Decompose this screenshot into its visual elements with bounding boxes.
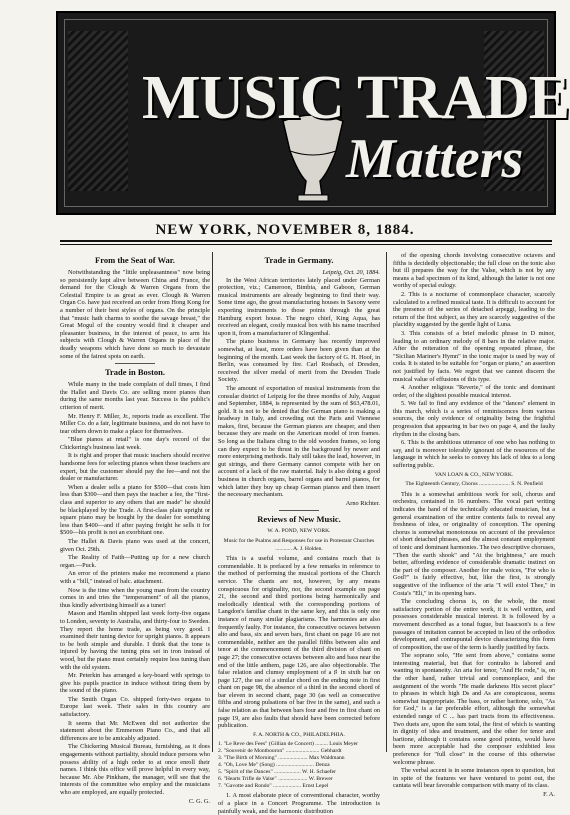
paragraph: The piano business in Germany has recently improved somewhat, at least, more orders have been given than at the beginning of the month. Last week the factory of G. H. Hoof, in Berlin, was consumed by fire. Carl Rosbach, of Dresden, received the silver medal of merit from the Dresden Trade Society. [218,338,380,384]
paragraph: This is a useful volume, and contains much that is commendable. It is prefaced by a few remarks in reference to the method of performing the musical portions of the Church service. The chants are not, however, by any means conspicuous for originality, nor, the second example on page 21, the second and third portions being harmonically and melodically identical with the corresponding portions of Langdon's familiar chant in the same key, and this is only one instance of many similar plagiarisms. The harmonies are also frequently faulty. For instance, the consecutive octaves between alto and bass, six and seven bars, first chant on page 16 are not commendable, neither are the parallel fifths between alto and tenor at the commencement of the third division of chant on page 27; the consecutive octaves between alto and bass near the end of the little anthem, page 126, are also objectionable. The false relation and clumsy employment of a ♯ in sixth bar on page 127, the use of a similar chord on the ending note in first chant on page 98, the absence of a third in the second chord of bar eleven in second chant, page 30 (as well as consecutive fifths and strong pulsations of bar five in the same), and such a false relation as that between bars four and five in first chant on page 19, are also faults that should have been corrected before publication. [218,555,380,730]
paragraph: 3. This consists of a brief melodic phrase in D minor, leading to an ordinary melody of 8 bars in the relative major. After the reiteration of the opening repeated phrase, the "Sicilian Mariner's Hymn" in the tonic major is used by way of coda. It is stated to be suitable for "organ or piano," an assertion not justified by facts. We regret that we cannot discern the musical value of effusions of this type. [393,329,555,383]
list-item: 5. "Spirit of the Dances" ................... W. H. Schaefer [218,769,336,776]
paragraph: The verbal accent is in some instances open to question, but in spite of the features we have ventured to point out, the cantata will bear favorable comparison with many of its class. [393,767,555,790]
list-item: 6. "Hearts Trifle de Valse" ..................... W. Brewer [218,776,333,783]
paragraph: When a dealer sells a piano for $500—that costs him less than $300—and then pays the teacher a fee, the "first-class and superior to any others that are made" he should be blackplayed by the Trade. A first-class plain upright or square piano may be bought by the dealer for something less than $400—and if after paying freight he sells it for $500—his profit is not an exorbitant one. [60,483,210,537]
publisher-heading: VAN LOAN & CO., NEW YORK. [434,471,514,478]
article-dateline: Leipzig, Oct. 20, 1884. [322,269,380,276]
list-item: 7. "Gavotte and Rondo" .................... Ernst Lepel [218,783,329,790]
paragraph: 1. A most elaborate piece of conventional character, worthy of a place in a Concert Programme. The introduction is painfully weak, and the harmonic distribution [218,792,380,815]
article-heading: From the Seat of War. [95,255,175,265]
paragraph: It is right and proper that music teachers should receive handsome fees for selecting pianos when those teachers are expert, but the customer should pay the fee—and not the dealer or manufacturer. [60,452,210,483]
column-divider [386,252,387,752]
column-2 [218,252,380,815]
paragraph: The soprano solo, "He sent from above," contains some interesting material, but that for contralto is labored and wanting in spontaneity. An aria for tenor, "And He rode," is, on the other hand, rather trivial and commonplace, and the assignment of the words "He made darkness His secret place" to phrases in which high Ds and As are conspicuous, seems somewhat inappropriate. The bass, or rather baritone, solo, "As for God," is a far preferable effort, although the somewhat extended range of C ... has part tracts from its effectiveness. Two duets are, upon the sum total, the first of which is wanting in dignity of idea and treatment, and the other for tenor and baritone, although it contains some good points, would have been more acceptable had the composer exhibited less preference for "full close" in the course of this otherwise welcome phrase. [393,652,555,766]
publication-list [218,741,380,790]
paragraph: An error of the printers make me recommend a piano with a "bill," instead of balc. attachment. [60,570,210,585]
paragraph: This is a somewhat ambitious work for soli, chorus and orchestra, contained in 16 numbers. The vocal part writing indicates the hand of the technically educated musician, but a general examination of the entire contents fails to reveal any freshness of idea, or originality of conception. The opening chorus is somewhat monotonous on account of the prevalence of short detached phrases, and the almost constant employment of tonic and dominant harmonies. The two descriptive choruses, "Then the earth shook" and "At the brightness," are much better, affording evidence of considerable dramatic instinct on the part of the composer. Another for male voices, "For who is God?" is fairly effective, but, like the first, is strongly suggestive of the influence of the aria "I will extol Thee," in Costa's "Eli," in its opening bars. [393,490,555,597]
paragraph: 6. This is the ambitious utterance of one who has nothing to say, and is moreover tolerably ignorant of the resources of the language in which he seeks to convey his lack of idea to a long suffering public. [393,439,555,470]
paragraph: The Chickering Musical Bureau, furnishing, as it does engagements without partiality, should induce persons who possess ability of a high order to at once enroll their names. I think this office will prove helpful in every way, because Mr. Abe Pinkham, the manager, will see that the interests of the committee who employ and the musicians who are employed, are equally protected. [60,743,210,796]
masthead-subtitle: Matters [346,128,524,190]
paragraph: The Smith Organ Co. shipped forty-two organs to Europe last week. Their sales in this country are satisfactory. [60,695,210,719]
author-signature: C. G. G. [188,797,210,805]
paragraph: 4. Another religious "Reverie," of the tonic and dominant order, of the slightest possible musical interest. [393,384,555,399]
list-item: 4. "Oh, Love Me" (Song) ........................... Denza [218,762,330,769]
author-signature: Arno Richter. [345,499,380,507]
article-heading: Trade in Boston. [104,367,166,378]
paragraph: Mr. Henry F. Miller, Jr., reports trade as excellent. The Miller Co. do a fair, legitimate business, and do not have to tear others down to make a place for themselves. [60,412,210,435]
paragraph: Mr. Peterkin has arranged a key-board with springs to give his pupils practice in induce without tiring them by the sound of the piano. [60,672,210,695]
left-ornament [68,31,128,191]
paragraph: "Blue pianos at retail" is one day's record of the Chickering's business last week. [60,436,210,451]
paragraph: 2. This is a nocturne of commonplace character, scarcely calculated to a refined musical taste. It is difficult to account for the presence of the series of detached arpeggi, leading to the return of the first subject, as they are scarcely suggestive of the placidity suggested by the gentle light of Luna. [393,290,555,329]
publication-item: The Eighteenth Century, Chorus ...................... S. N. Penfield [405,481,543,488]
paragraph: The amount of exportation of musical instruments from the consular district of Leipzig for the three months of July, August and September, 1884, is represented by the sum of $63,478.01, gold. It is not to be denied that the German piano is making a headway in Italy, and crowding out the Paris and Viennese makes, first, because the German pianos are cheaper, and then because they are made on the American model of iron frames. So long as the Italians cling to the old wooden frames, so long can they expect to be thrust in the background by newer and more enterprising methods. Italy still takes the lead, however, in gut strings, and there Germany cannot compete with her on account of a lack of the raw material. Italy is also doing a good business in church organs, barrel organs and barrel pianos, for which latter they buy up cheap German pianos and then insert the necessary mechanism. [218,384,380,499]
list-item: 3. "The Birth of Morning" ..................... Max Waldmann [218,755,345,762]
list-item: 1. "Le Reve des Fees" (Gillian de Concert) ......... Louis Meyer [218,741,359,748]
paragraph: The Reality of Faith—Putting up for a new church organ.—Puck. [60,554,210,569]
column-1 [60,252,210,805]
separator [115,363,155,364]
paragraph: The concluding chorus is, on the whole, the most satisfactory portion of the entire work, it is well written, and possesses considerable musical interest. It is followed by a movement described as a tonal fugue, but Isaacson's is a few passages of imitation cannot be accepted in lieu of the orthodox development, and contrapuntal device characterizing this form of composition, the use of the term is hardly justified by facts. [393,598,555,651]
issue-dateline: NEW YORK, NOVEMBER 8, 1884. [155,222,415,238]
publisher-heading: W. A. POND, NEW YORK. [267,528,331,535]
paragraph: In the West African territories lately placed under German protection, viz.; Cameroon, Bimbia, and Gaboon, German musical instruments are already beginning to find their way. Some time ago, the great manufacturing houses in Saxony were exporting instruments to those points through the great Hamburg export house. The negro chief, King Aqua, has received an elegant, costly musical box with his name inscribed upon it, from a manufacturer of Klingenthal. [218,276,380,337]
paragraph: It seems that Mr. McEwen did not authorize the statement about the Emmerson Piano Co., and that all differences are to be amicably adjusted. [60,719,210,742]
masthead [56,11,570,215]
article-heading: Reviews of New Music. [257,514,341,525]
paragraph: of the opening chords involving consecutive octaves and fifths is decidedly objectionable; the full close on the tonic also but ill prepares the way for the Valse, which is not by any means a bad specimen of its kind, although the latter is not one worthy of special eulogy. [393,252,555,290]
column-3 [393,252,555,798]
paragraph: The Hallet & Davis piano was used at the concert, given Oct. 29th. [60,538,210,553]
publication-item: Music for the Psalms and Responses for use in Protestant Churches ............ A. J. Holden. [223,538,375,552]
separator [279,510,319,511]
paragraph: 5. We fail to find any evidence of the "dances" element in this march, which is a series of reminiscences from various sources, the only evidence of originality being the frightful progression that appearing in bar two on page 4, and the faulty rhythm in the closing bars. [393,400,555,438]
paragraph: Notwithstanding the "little unpleasantness" now being so persistently kept alive between China and France, the demand for the Clough & Warren Organs from the Celestial Empire is as great as ever. Clough & Warren Organ Co. have just received an order from Hong Kong for a number of their best styles of organs. On the principle that "music hath charms to soothe the savage breast," the Great Mogul of the country would find it cheaper and pleasanter business, in the interest of peace, to arm his subjects with Clough & Warren Organs in place of the deadly weapons which have done so much to devastate some of the fairest spots on earth. [60,269,210,360]
paragraph: While many in the trade complain of dull times, I find the Hallet and Davis Co. are selling more pianos than during the same months last year. Success is the public's criterion of merit. [60,381,210,411]
article-heading: Trade in Germany. [264,255,334,265]
masthead-title: MUSIC TRADE [142,64,570,132]
paragraph: Now is the time when the young man from the country comes in and tries the "temperament" of all the pianos, thus kindly advertising himself as a tuner! [60,586,210,609]
column-divider [212,252,213,752]
list-item: 2. "Souvenir de Montbouron" ........................ Gebhardt [218,748,342,755]
header-rule [60,240,552,242]
paragraph: Mason and Hamlin shipped last week forty-five organs to London, seventy to Australia, and thirty-four to Sweden. They report the home trade, as being very good. I examined their tuning device for upright pianos. It appears to be both simple and durable. I think that the tone is injured by having the tuning pins set in iron instead of wood, but the piano must certainly require less tuning than with the old system. [60,610,210,671]
header-rule-thin [60,244,552,245]
publisher-heading: F. A. NORTH & CO., PHILADELPHIA. [253,731,345,738]
author-signature: F. A. [543,790,555,798]
